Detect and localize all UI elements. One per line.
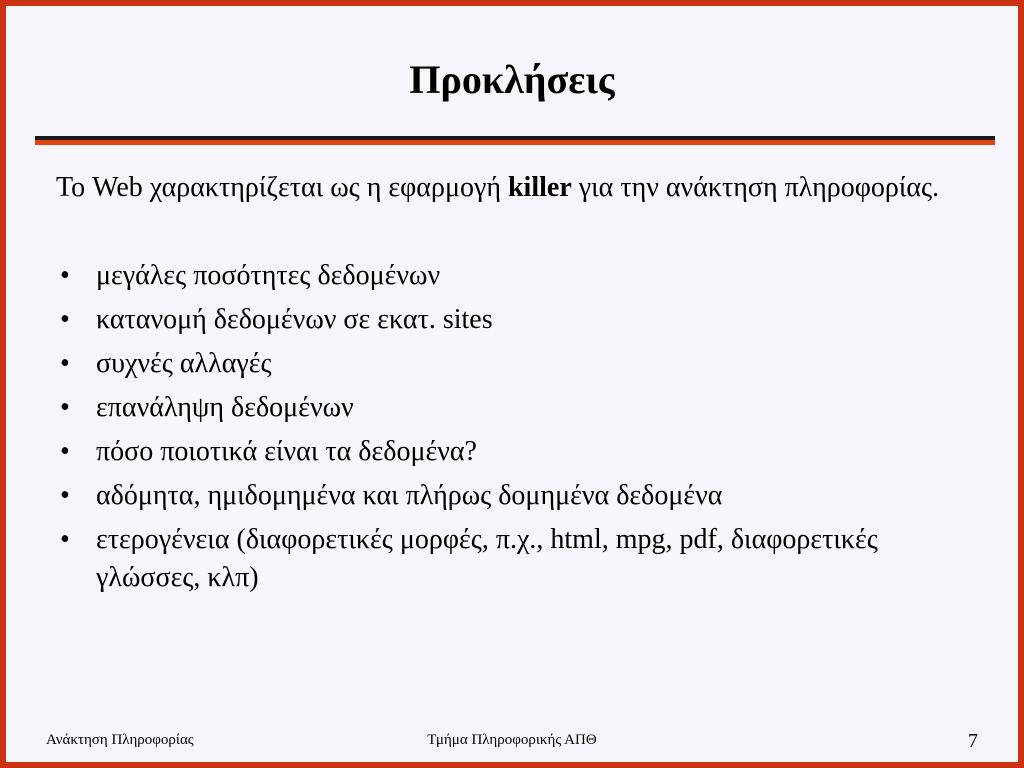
bullet-item	[56, 433, 986, 471]
bullet-icon: •	[60, 436, 70, 467]
bullet-text: μεγάλες ποσότητες δεδομένων	[96, 260, 441, 291]
bullet-text: επανάληψη δεδομένων	[96, 392, 354, 423]
bullet-item	[56, 345, 986, 383]
bullet-icon: •	[60, 480, 70, 511]
bullet-icon: •	[60, 260, 70, 291]
footer-course-name: Ανάκτηση Πληροφορίας	[46, 732, 194, 748]
footer-page-number: 7	[968, 730, 978, 752]
title-divider-red-line	[35, 140, 995, 145]
bullet-icon: •	[60, 304, 70, 335]
slide-title: Προκλήσεις	[409, 57, 615, 102]
bullet-item	[56, 257, 986, 295]
intro-text-after: για την ανάκτηση πληροφορίας.	[571, 172, 940, 203]
intro-paragraph	[56, 169, 986, 207]
bullet-icon: •	[60, 392, 70, 423]
bullet-item	[56, 301, 986, 339]
bullet-item	[56, 521, 986, 597]
bullet-text: αδόμητα, ημιδομημένα και πλήρως δομημένα δεδομένα	[96, 480, 723, 511]
bullet-item	[56, 389, 986, 427]
bullet-list	[56, 257, 986, 597]
footer-department: Τμήμα Πληροφορικής ΑΠΘ	[427, 732, 597, 748]
bullet-item	[56, 477, 986, 515]
bullet-icon: •	[60, 524, 70, 555]
intro-text-before: Το Web χαρακτηρίζεται ως η εφαρμογή	[56, 172, 508, 203]
title-divider	[35, 136, 995, 146]
bullet-text: συχνές αλλαγές	[96, 348, 272, 379]
bullet-text: ετερογένεια (διαφορετικές μορφές, π.χ., html, mpg, pdf, διαφορετικές γλώσσες, κλπ)	[96, 524, 878, 593]
slide-body	[56, 169, 986, 603]
bullet-text: πόσο ποιοτικά είναι τα δεδομένα?	[96, 436, 477, 467]
intro-bold-term: killer	[507, 172, 572, 203]
bullet-icon: •	[60, 348, 70, 379]
bullet-text: κατανομή δεδομένων σε εκατ. sites	[96, 304, 493, 335]
